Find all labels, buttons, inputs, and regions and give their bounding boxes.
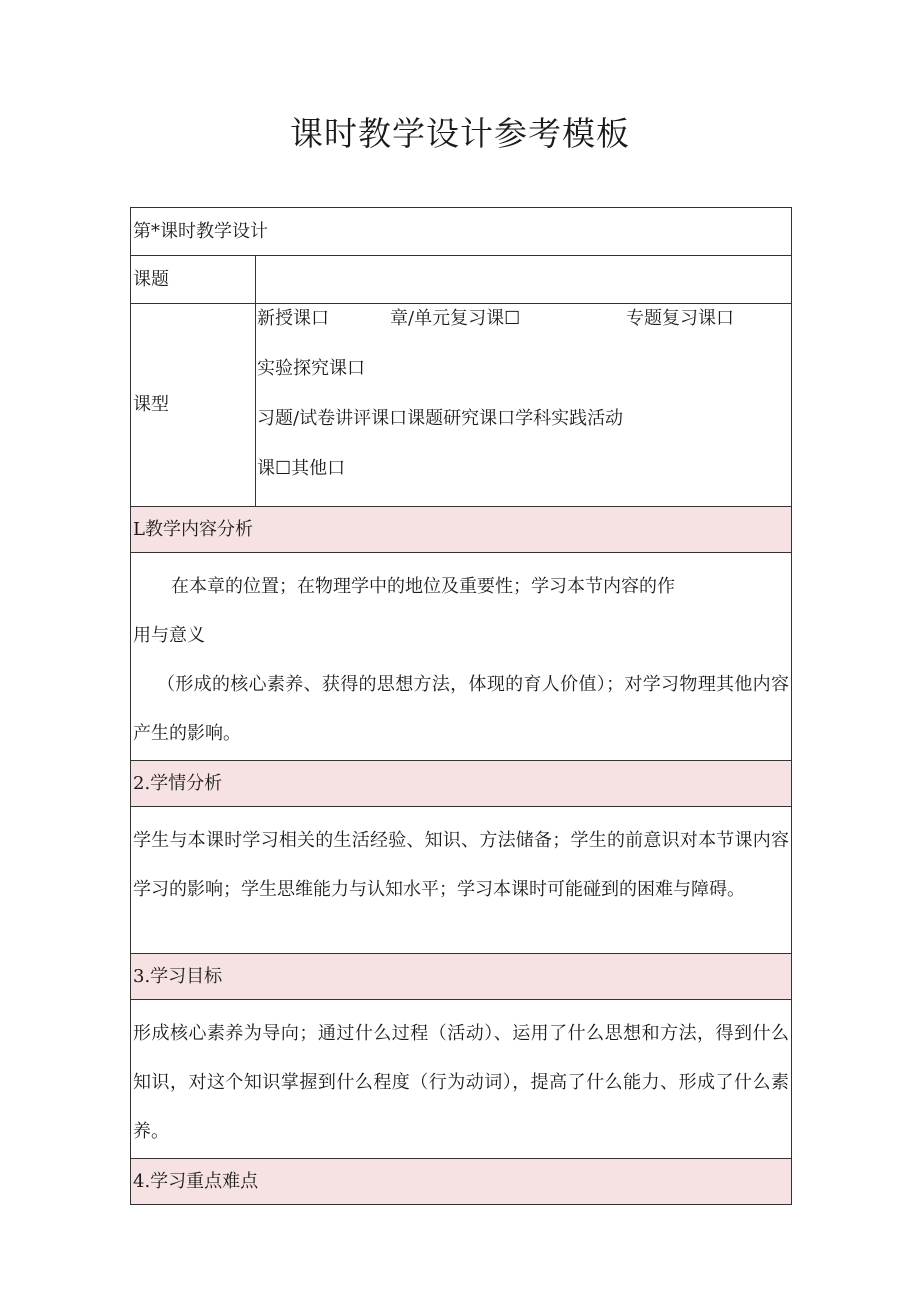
section-heading-row — [131, 507, 792, 553]
section-heading: 3.学习目标 — [131, 954, 792, 1000]
section-body — [131, 807, 792, 954]
lesson-design-table — [130, 207, 792, 1205]
section-heading: 2.学情分析 — [131, 761, 792, 807]
section-body — [131, 553, 792, 761]
section-heading-row — [131, 954, 792, 1000]
lesson-type-row — [131, 304, 792, 507]
lesson-type-line — [256, 406, 791, 456]
lesson-type-line — [256, 356, 791, 406]
table-header-row — [131, 208, 792, 256]
section-paragraph: 在本章的位置；在物理学中的地位及重要性；学习本节内容的作 — [171, 576, 675, 597]
section-heading-row — [131, 761, 792, 807]
document-title: 课时教学设计参考模板 — [290, 114, 630, 153]
section-body-row — [131, 807, 792, 954]
lesson-type-option[interactable]: 章/单元复习课☐ — [390, 308, 521, 329]
section-paragraph: （形成的核心素养、获得的思想方法，体现的育人价值）；对学习物理其他内容产生的影响。 — [133, 674, 789, 744]
lesson-type-line — [256, 306, 791, 356]
lesson-type-option[interactable]: 习题/试卷讲评课口课题研究课口学科实践活动 — [257, 408, 624, 429]
lesson-type-option[interactable]: 专题复习课口 — [626, 308, 734, 329]
section-body-row — [131, 553, 792, 761]
section-paragraph: 用与意义 — [133, 625, 205, 646]
section-paragraph: 形成核心素养为导向；通过什么过程（活动）、运用了什么思想和方法，得到什么知识，对这个知识掌握到什么程度（行为动词），提高了什么能力、形成了什么素养。 — [133, 1023, 789, 1142]
section-heading: 4.学习重点难点 — [131, 1159, 792, 1205]
section-body — [131, 1000, 792, 1159]
lesson-header-cell: 第*课时教学设计 — [131, 208, 792, 256]
lesson-type-line — [256, 456, 791, 506]
topic-label: 课题 — [131, 256, 256, 304]
section-heading-row — [131, 1159, 792, 1205]
section-heading: L教学内容分析 — [131, 507, 792, 553]
lesson-type-option[interactable]: 课☐其他口 — [257, 458, 346, 479]
section-body-row — [131, 1000, 792, 1159]
topic-row — [131, 256, 792, 304]
section-paragraph: 学生与本课时学习相关的生活经验、知识、方法储备；学生的前意识对本节课内容学习的影响；学生思维能力与认知水平；学习本课时可能碰到的困难与障碍。 — [133, 830, 789, 900]
lesson-type-label: 课型 — [131, 304, 256, 507]
lesson-type-option[interactable]: 新授课口 — [257, 308, 329, 329]
topic-value[interactable] — [256, 256, 792, 304]
lesson-type-options — [256, 304, 792, 507]
lesson-type-option[interactable]: 实验探究课口 — [257, 358, 365, 379]
